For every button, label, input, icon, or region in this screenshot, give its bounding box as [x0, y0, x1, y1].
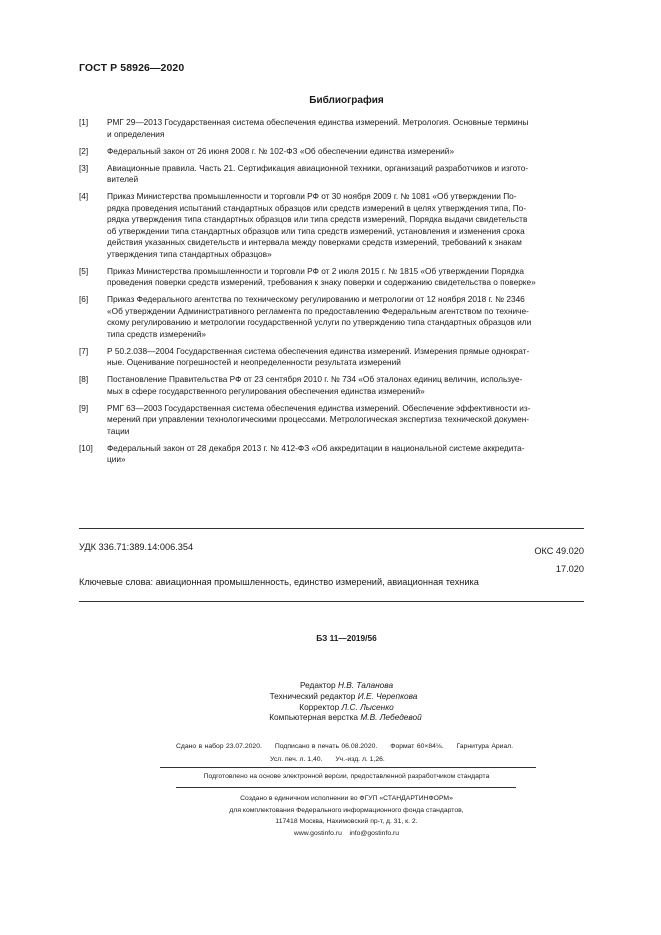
- bibliography-item-line: действия указанных свидетельств и интервала между поверками средств измерений, требований к знакам: [107, 237, 522, 247]
- keywords: Ключевые слова: авиационная промышленность, единство измерений, авиационная техника: [79, 577, 479, 587]
- bibliography-item-text: [107, 117, 584, 140]
- bibliography-item-line: тации: [107, 425, 130, 436]
- publisher-block: [0, 793, 661, 839]
- bibliography-item-text: [107, 294, 584, 340]
- bibliography-item: [79, 266, 584, 289]
- bibliography-list: [79, 117, 584, 471]
- bibliography-item: [79, 294, 584, 340]
- website-link[interactable]: www.gostinfo.ru: [293, 829, 342, 837]
- bibliography-item-number: [6]: [79, 294, 89, 304]
- bibliography-item-number: [10]: [79, 442, 93, 453]
- bibliography-title: Библиография: [309, 95, 384, 106]
- bibliography-item-line: Федеральный закон от 26 июня 2008 г. № 102-ФЗ «Об обеспечении единства измерений»: [107, 145, 455, 156]
- bibliography-item-number: [4]: [79, 191, 89, 201]
- bibliography-item-line: рядка проведения испытаний стандартных образцов или средств измерений в целях утверждения типа, По-: [107, 202, 527, 213]
- bibliography-item-line: РМГ 63—2003 Государственная система обеспечения единства измерений. Обеспечение эффективности из-: [107, 402, 531, 413]
- bibliography-item-line: мых в сфере государственного регулирования обеспечения единства измерений»: [107, 385, 425, 396]
- bibliography-item-text: [107, 146, 584, 158]
- bibliography-item-line: мерений при управлении технологическими процессами. Метрологическая экспертиза технической докумен-: [107, 414, 530, 424]
- bibliography-item: [79, 374, 584, 397]
- format: Формат 60×84⅛.: [390, 743, 444, 750]
- publisher-contacts: [16, 828, 661, 840]
- bibliography-item-line: Р 50.2.038—2004 Государственная система обеспечения единства измерений. Измерения прямые однократ-: [107, 345, 530, 356]
- oks-codes: [534, 542, 584, 578]
- bibliography-item-number: [3]: [79, 162, 89, 173]
- bibliography-item-text: [107, 266, 584, 289]
- print-sheets: Усл. печ. л. 1,40.: [270, 756, 323, 763]
- bibliography-item-line: Авиационные правила. Часть 21. Сертификация авиационной техники, организаций разработчиков и изгото-: [107, 162, 529, 173]
- bibliography-item: [79, 163, 584, 186]
- layout-credit: Компьютерная верстка М.В. Лебедевой: [269, 712, 422, 723]
- bibliography-item-line: РМГ 29—2013 Государственная система обеспечения единства измерений. Метрология. Основные термины: [107, 117, 529, 127]
- signed-to-print: Подписано в печать 06.08.2020.: [274, 743, 378, 750]
- bibliography-item-number: [5]: [79, 265, 89, 276]
- divider: [160, 767, 536, 768]
- divider: [79, 601, 584, 602]
- bibliography-item-number: [9]: [79, 402, 89, 413]
- email-link[interactable]: info@gostinfo.ru: [349, 829, 400, 837]
- bibliography-item-line: ные. Оценивание погрешностей и неопределенности результата измерений: [107, 357, 401, 367]
- bibliography-item-line: Приказ Министерства промышленности и торговли РФ от 2 июля 2015 г. № 1815 «Об утверждении Порядка: [107, 265, 524, 276]
- tech-editor-credit: Технический редактор И.Е. Черепкова: [269, 690, 418, 701]
- bibliography-item-line: рядка утверждения типа стандартных образцов или типа средств измерений, Порядка выдачи свидетельств: [107, 214, 528, 224]
- sent-to-set: Сдано в набор 23.07.2020.: [176, 743, 262, 750]
- bibliography-item-number: [7]: [79, 345, 89, 356]
- credits: [0, 680, 661, 723]
- oks-code-2: 17.020: [555, 564, 584, 574]
- bibliography-item-line: об утверждении типа стандартных образцов или типа средств измерений, установления и изменения срока: [107, 225, 525, 236]
- corrector-credit: Корректор Л.С. Лысенко: [299, 701, 394, 712]
- bibliography-item-line: ции»: [107, 454, 126, 464]
- bibliography-item-line: Федеральный закон от 28 декабря 2013 г. № 412-ФЗ «Об аккредитации в национальной системе аккредита-: [107, 442, 525, 453]
- bibliography-item-number: [2]: [79, 145, 89, 156]
- bibliography-item-line: «Об утверждении Административного регламента по предоставлению Федеральным агентством по техниче-: [107, 305, 529, 316]
- divider: [176, 787, 516, 788]
- bibliography-item-line: проведения поверки средств измерений, требования к знаку поверки и содержанию свидетельства о поверке»: [107, 277, 536, 287]
- bibliography-item-text: [107, 346, 584, 369]
- bibliography-item-line: Приказ Федерального агентства по техническому регулированию и метрологии от 12 ноября 2018 г. № 2346: [107, 294, 525, 304]
- bibliography-item-line: Приказ Министерства промышленности и торговли РФ от 30 ноября 2009 г. № 1081 «Об утверждении По-: [107, 191, 517, 201]
- bibliography-item-text: [107, 374, 584, 397]
- bibliography-item-number: [8]: [79, 374, 89, 384]
- bibliography-item-text: [107, 191, 584, 260]
- bibliography-item-line: вителей: [107, 174, 139, 184]
- bibliography-item: [79, 117, 584, 140]
- bibliography-item-text: [107, 163, 584, 186]
- bibliography-item-line: типа средств измерений»: [107, 328, 206, 339]
- bibliography-item-text: [107, 403, 584, 438]
- publisher-line-1: Создано в единичном исполнении во ФГУП «СТАНДАРТИНФОРМ»: [240, 795, 453, 802]
- document-code: ГОСТ Р 58926—2020: [79, 62, 185, 74]
- publisher-line-3: 117418 Москва, Нахимовский пр-т, д. 31, к. 2.: [275, 818, 418, 826]
- prepared-note: Подготовлено на основе электронной версии, предоставленной разработчиком стандарта: [203, 773, 490, 780]
- divider: [79, 528, 584, 529]
- udk-code: УДК 336.71:389.14:006.354: [79, 542, 194, 552]
- bibliography-item-line: и определения: [107, 128, 165, 139]
- publisher-sheets: Уч.-изд. л. 1,26.: [335, 756, 385, 763]
- bibliography-item: [79, 443, 584, 466]
- bibliography-item-text: [107, 443, 584, 466]
- typeface: Гарнитура Ариал.: [456, 743, 514, 750]
- publisher-line-2: для комплектования Федерального информационного фонда стандартов,: [229, 806, 464, 814]
- editor-credit: Редактор Н.В. Таланова: [299, 680, 394, 690]
- bibliography-item: [79, 191, 584, 260]
- bibliography-item-line: скому регулированию и метрологии государственной услуги по утверждению типа стандартных образцов или: [107, 317, 532, 327]
- bz-number: БЗ 11—2019/56: [316, 633, 377, 643]
- oks-code-1: ОКС 49.020: [534, 546, 584, 556]
- bibliography-item-line: утверждения типа стандартных образцов»: [107, 248, 272, 259]
- bibliography-item: [79, 146, 584, 158]
- bibliography-item: [79, 403, 584, 438]
- bibliography-item-line: Постановление Правительства РФ от 23 сентября 2010 г. № 734 «Об эталонах единиц величин, используе-: [107, 374, 523, 384]
- bibliography-item-number: [1]: [79, 117, 89, 127]
- bibliography-item: [79, 346, 584, 369]
